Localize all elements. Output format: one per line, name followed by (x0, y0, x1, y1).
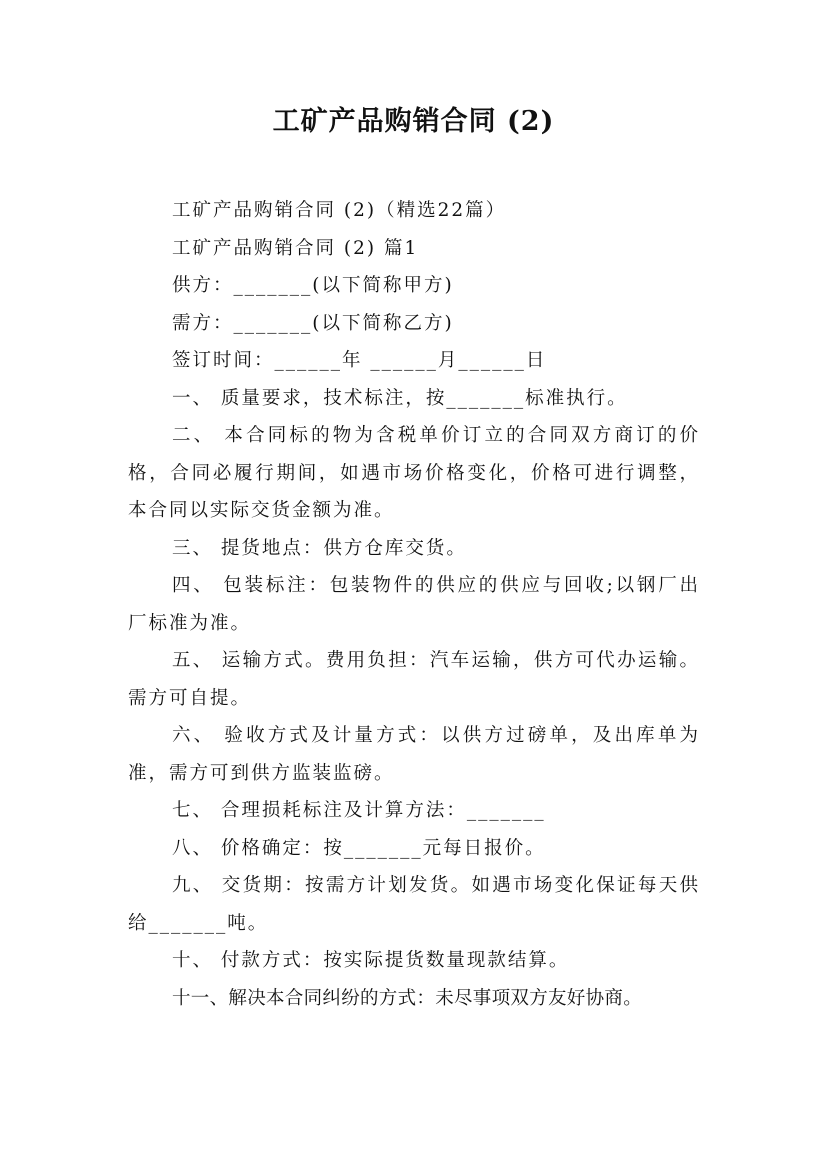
clause-3-delivery-location: 三、 提货地点：供方仓库交货。 (172, 537, 467, 559)
paragraph-subtitle: 工矿产品购销合同 (2)（精选22篇） (172, 200, 507, 221)
clause-10-payment: 十、 付款方式：按实际提货数量现款结算。 (172, 950, 570, 971)
clause-8-pricing: 八、 价格确定：按_______元每日报价。 (172, 837, 546, 859)
paragraph-sign-date: 签订时间：______年 ______月______日 (172, 350, 547, 371)
clause-2-price: 二、 本合同标的物为含税单价订立的合同双方商订的价格，合同必履行期间，如遇市场价格变化，价格可进行调整，本合同以实际交货金额为准。 (128, 425, 700, 521)
document-body (128, 192, 700, 1017)
paragraph-supplier: 供方：_______(以下简称甲方) (172, 275, 454, 296)
clause-7-loss: 七、 合理损耗标注及计算方法：_______ (172, 800, 546, 821)
document-title: 工矿产品购销合同 (2) (272, 106, 555, 137)
clause-9-delivery-period: 九、 交货期：按需方计划发货。如遇市场变化保证每天供给_______吨。 (128, 875, 700, 934)
clause-1-quality: 一、 质量要求，技术标注，按_______标准执行。 (172, 387, 628, 409)
paragraph-buyer: 需方：_______(以下简称乙方) (172, 312, 454, 334)
clause-4-packaging: 四、 包装标注：包装物件的供应的供应与回收;以钢厂出厂标准为准。 (128, 575, 700, 634)
clause-11-dispute: 十一、解决本合同纠纷的方式：未尽事项双方友好协商。 (172, 987, 643, 1009)
clause-5-transport: 五、 运输方式。费用负担：汽车运输，供方可代办运输。需方可自提。 (128, 650, 700, 709)
paragraph-section-heading: 工矿产品购销合同 (2) 篇1 (172, 237, 419, 259)
clause-6-acceptance: 六、 验收方式及计量方式：以供方过磅单，及出库单为准，需方可到供方监装监磅。 (128, 725, 700, 784)
